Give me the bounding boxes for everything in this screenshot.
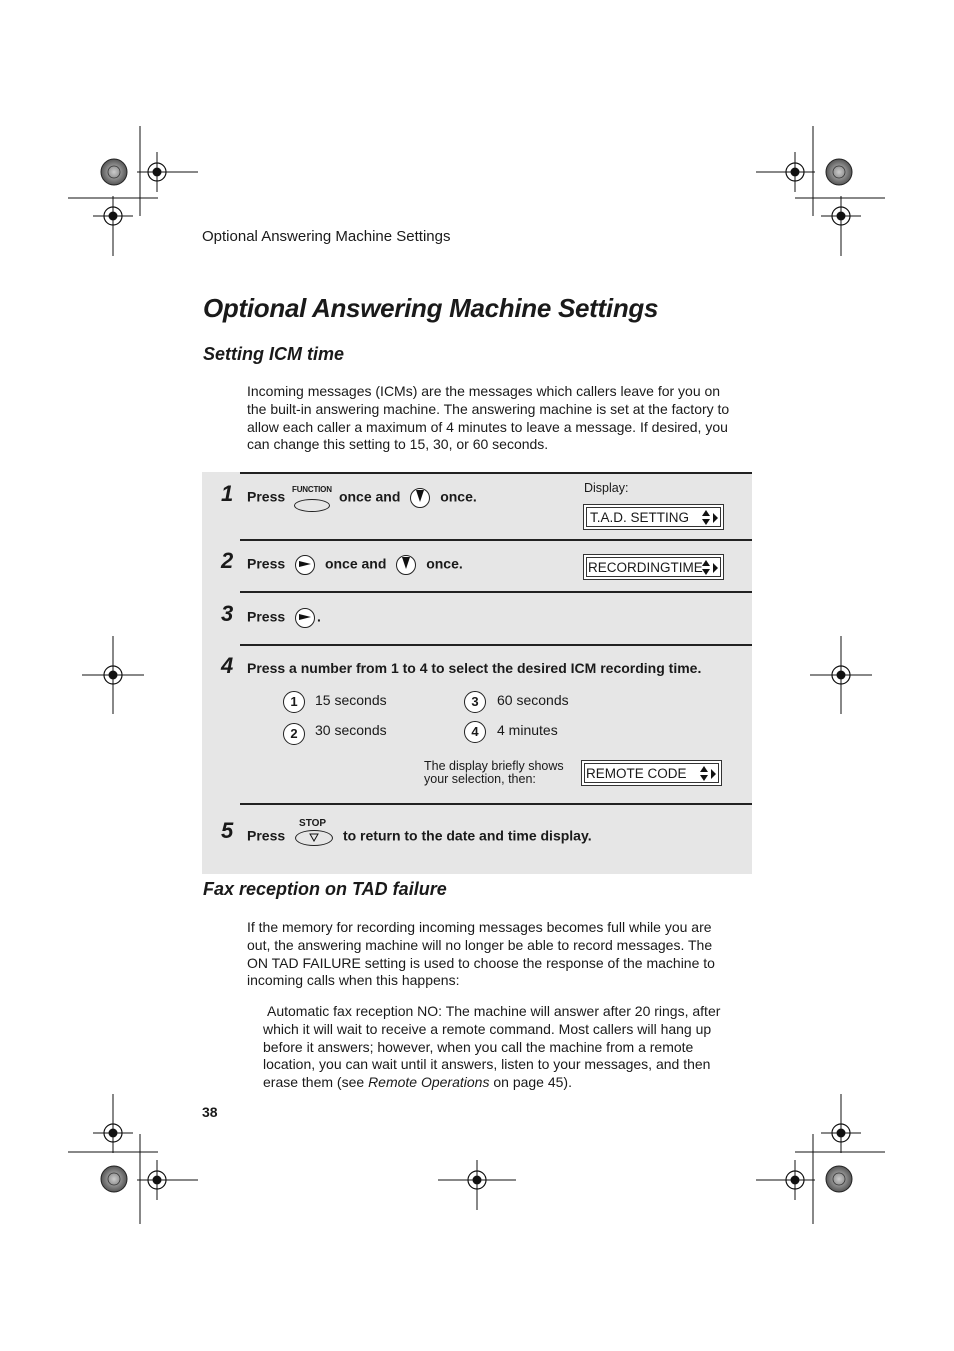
cross-reference: Remote Operations	[368, 1074, 490, 1091]
section-heading-icm-time: Setting ICM time	[203, 344, 345, 364]
display-label: Display:	[584, 481, 629, 495]
paragraph-line: ON TAD FAILURE setting is used to choose the response of the machine to	[247, 954, 715, 971]
step-3-press: Press	[247, 608, 286, 625]
step-2-text	[247, 555, 463, 575]
step-3-end: .	[317, 608, 321, 625]
item-line: location, you can wait until it answers, listen to your messages, and then	[263, 1056, 711, 1073]
step-3-text	[247, 608, 321, 628]
paragraph-line: out, the answering machine will no longer be able to record messages. The	[247, 936, 713, 953]
step-divider	[240, 644, 752, 646]
down-arrow-key-icon	[410, 488, 430, 508]
step-4-text: Press a number from 1 to 4 to select the desired ICM recording time.	[247, 660, 702, 676]
step-2-mid: once and	[324, 555, 387, 572]
display-text: REMOTE CODE	[586, 766, 687, 781]
scroll-arrows-icon	[701, 559, 719, 577]
down-arrow-key-icon	[396, 555, 416, 575]
number-key-1: 1	[283, 691, 305, 713]
item-line: before it answers; however, when you call the machine from a remote	[263, 1038, 694, 1055]
scroll-arrows-icon	[699, 765, 717, 783]
intro-paragraph	[247, 383, 729, 454]
item-text: on page 45).	[489, 1074, 572, 1091]
right-arrow-key-icon	[295, 555, 315, 575]
function-key-icon	[294, 499, 330, 512]
intro-line: allow each caller a maximum of 4 minutes to leave a message. If desired, you	[247, 418, 728, 435]
step-number-4: 4	[221, 653, 234, 678]
function-key	[292, 485, 332, 508]
step-1-mid: once and	[338, 488, 401, 505]
page-title: Optional Answering Machine Settings	[203, 293, 659, 323]
step-divider	[240, 539, 752, 541]
step-divider	[240, 803, 752, 805]
step-1-press: Press	[247, 488, 286, 505]
intro-line: the built-in answering machine. The answering machine is set at the factory to	[247, 400, 730, 417]
function-key-label: FUNCTION	[292, 485, 332, 494]
step-5-end: to return to the date and time display.	[342, 827, 592, 844]
item-line: which it will wait to receive a remote command. Most callers will hang up	[263, 1020, 712, 1037]
right-arrow-key-icon	[295, 608, 315, 628]
number-key-2: 2	[283, 723, 305, 745]
page-number: 38	[202, 1104, 218, 1120]
scroll-arrows-icon	[701, 509, 719, 527]
number-key-4: 4	[464, 721, 486, 743]
display-note-line: your selection, then:	[424, 771, 536, 786]
fax-reception-item	[263, 1003, 720, 1092]
step-number-1: 1	[221, 481, 234, 506]
running-head: Optional Answering Machine Settings	[202, 228, 451, 245]
step-5-press: Press	[247, 827, 286, 844]
display-text: RECORDINGTIME	[588, 560, 703, 575]
step-1-end: once.	[440, 488, 477, 505]
intro-line: can change this setting to 15, 30, or 60 seconds.	[247, 436, 549, 453]
step-2-end: once.	[426, 555, 463, 572]
step-divider	[240, 472, 752, 474]
paragraph-line: incoming calls when this happens:	[247, 972, 460, 989]
paragraph-line: If the memory for recording incoming messages becomes full while you are	[247, 919, 712, 935]
display-text: T.A.D. SETTING	[590, 510, 690, 525]
stop-key-label: STOP	[299, 818, 327, 829]
option-4-minutes: 4 minutes	[497, 722, 558, 738]
step-divider	[240, 591, 752, 593]
step-5-text	[247, 818, 592, 848]
number-key-3: 3	[464, 691, 486, 713]
stop-key-icon	[295, 830, 333, 846]
step-number-5: 5	[221, 818, 234, 843]
display-screen-remote-code	[581, 760, 722, 786]
item-line: Automatic fax reception NO: The machine will answer after 20 rings, after	[267, 1003, 721, 1019]
display-screen-recording-time	[583, 554, 724, 580]
item-line	[263, 1074, 720, 1092]
display-note-line: The display briefly shows	[424, 759, 564, 773]
option-30-seconds: 30 seconds	[315, 722, 387, 738]
intro-line: Incoming messages (ICMs) are the messages which callers leave for you on	[247, 383, 721, 399]
section-heading-fax-reception: Fax reception on TAD failure	[203, 879, 447, 899]
step-number-2: 2	[221, 548, 234, 573]
step-2-press: Press	[247, 555, 286, 572]
fax-reception-paragraph	[247, 919, 715, 990]
option-15-seconds: 15 seconds	[315, 692, 387, 708]
stop-key	[293, 818, 335, 848]
option-60-seconds: 60 seconds	[497, 692, 569, 708]
step-number-3: 3	[221, 601, 234, 626]
item-text: erase them (see	[263, 1074, 369, 1091]
display-screen-tad-setting	[583, 504, 724, 530]
display-note	[424, 760, 564, 785]
step-1-text	[247, 485, 477, 508]
